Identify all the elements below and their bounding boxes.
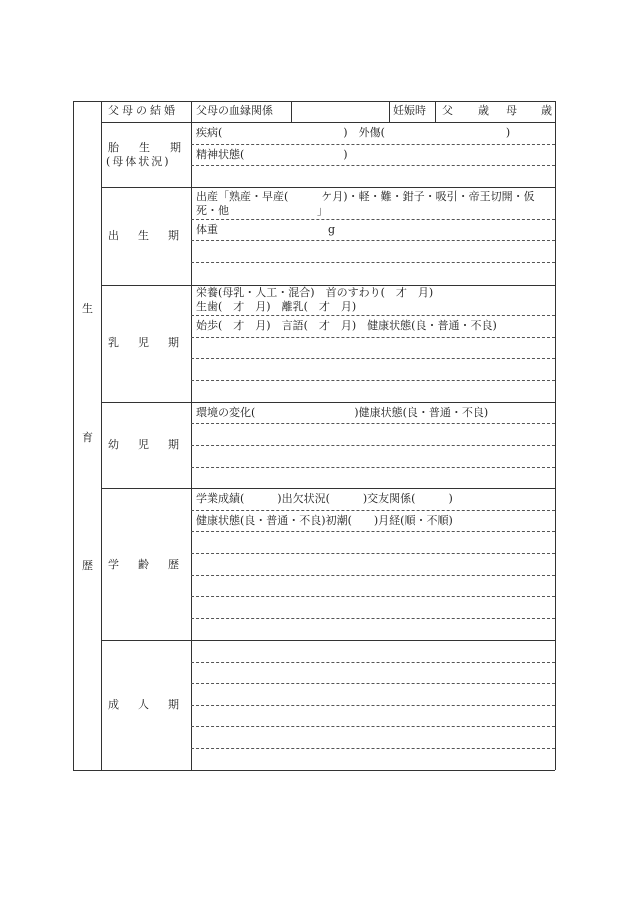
dashed-line	[191, 618, 555, 619]
side-label-char: 生	[82, 302, 93, 315]
header-divider	[291, 101, 292, 122]
side-label-char: 育	[82, 431, 93, 444]
birth-period-label: 出生期	[108, 229, 198, 242]
dashed-line	[191, 315, 555, 316]
section-divider	[101, 640, 555, 641]
dashed-line	[191, 575, 555, 576]
dashed-line	[191, 596, 555, 597]
dashed-line	[191, 553, 555, 554]
row-divider	[101, 122, 555, 123]
table-right-border	[555, 101, 556, 770]
blood-relation-field[interactable]	[294, 104, 386, 118]
dashed-line	[191, 423, 555, 424]
mother-label: 母	[506, 104, 517, 117]
fetal-line-2[interactable]: 精神状態( )	[196, 148, 348, 161]
blood-relation-label: 父母の血縁関係	[196, 104, 273, 117]
dashed-line	[191, 467, 555, 468]
dashed-line	[191, 510, 555, 511]
birth-line-2[interactable]: 体重 g	[196, 223, 336, 236]
dashed-line	[191, 144, 555, 145]
dashed-line	[191, 240, 555, 241]
years-label: 歳	[478, 104, 489, 117]
fetal-period-label	[108, 141, 201, 155]
section-divider	[101, 488, 555, 489]
section-divider	[101, 187, 555, 188]
infant-line-2[interactable]: 生歯( 才 月) 離乳( 才 月)	[196, 300, 357, 313]
toddler-line-1[interactable]: 環境の変化( )健康状態(良・普通・不良)	[196, 406, 489, 419]
adult-period-label: 成人期	[108, 698, 198, 711]
dashed-line	[191, 380, 555, 381]
fetal-line-1[interactable]: 疾病( ) 外傷( )	[196, 126, 511, 139]
fetal-label-text: 胎生期	[108, 141, 201, 154]
dashed-line	[191, 165, 555, 166]
column-divider	[191, 101, 192, 770]
table-left-border	[73, 101, 74, 770]
dashed-line	[191, 445, 555, 446]
dashed-line	[191, 531, 555, 532]
header-divider	[389, 101, 390, 122]
pregnancy-label: 妊娠時	[393, 104, 426, 117]
maternal-condition-label: (母体状況)	[106, 155, 171, 168]
father-label: 父	[442, 104, 453, 117]
table-bottom-border	[73, 770, 555, 771]
school-line-2[interactable]: 健康状態(良・普通・不良)初潮( )月経(順・不順)	[196, 514, 453, 527]
side-label-char: 歴	[82, 559, 93, 572]
adult-notes-area[interactable]	[193, 643, 553, 768]
table-top-border	[73, 101, 555, 102]
school-line-1[interactable]: 学業成績( )出欠状況( )交友関係( )	[196, 492, 453, 505]
toddler-period-label: 幼児期	[108, 438, 198, 451]
header-divider	[435, 101, 436, 122]
dashed-line	[191, 219, 555, 220]
infant-period-label: 乳児期	[108, 336, 198, 349]
infant-line-1[interactable]: 栄養(母乳・人工・混合) 首のすわり( 才 月)	[196, 286, 434, 299]
school-period-label: 学齢歴	[108, 558, 198, 571]
years-label: 歳	[541, 104, 552, 117]
dashed-line	[191, 358, 555, 359]
birth-line-1[interactable]: 出産「熟産・早産( ケ月)・軽・難・鉗子・吸引・帝王切開・仮	[196, 190, 535, 203]
dashed-line	[191, 262, 555, 263]
dashed-line	[191, 337, 555, 338]
birth-line-1b[interactable]: 死・他 」	[196, 204, 328, 217]
marriage-label: 父母の結婚	[108, 104, 178, 117]
section-divider	[101, 402, 555, 403]
column-divider	[101, 101, 102, 770]
infant-line-3[interactable]: 始歩( 才 月) 言語( 才 月) 健康状態(良・普通・不良)	[196, 319, 497, 332]
